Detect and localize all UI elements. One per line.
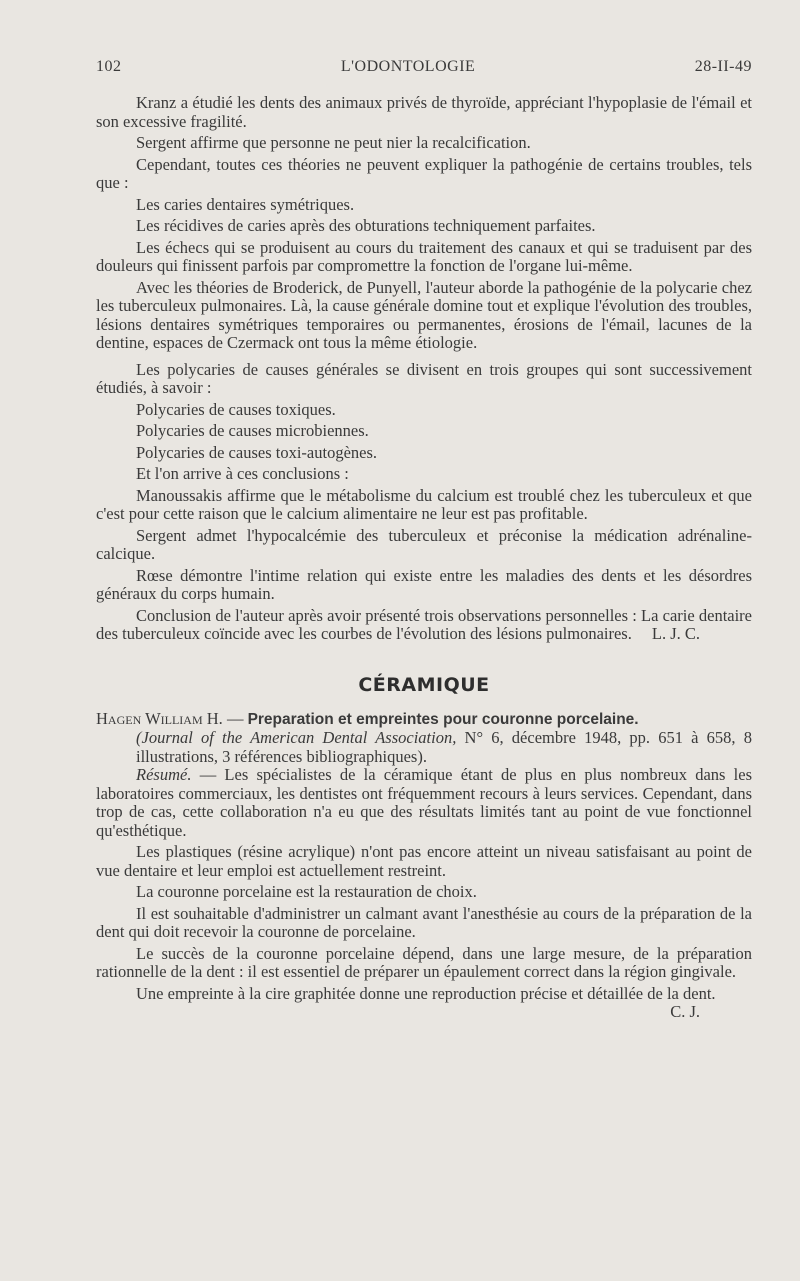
paragraph: Rœse démontre l'intime relation qui existe entre les maladies des dents et les désordres généraux du corps humain. <box>96 565 752 603</box>
page-number: 102 <box>96 58 122 75</box>
paragraph: Le succès de la couronne porcelaine dépend, dans une large mesure, de la préparation rationnelle de la dent : il est essentiel de préparer un épaulement correct dans la région gingivale. <box>96 943 752 981</box>
issue-date: 28-II-49 <box>694 58 752 75</box>
list-item: Polycaries de causes toxi-autogènes. <box>136 442 378 462</box>
paragraph-with-signature <box>96 985 752 1022</box>
journal-name: (Journal of the American Dental Association, <box>136 728 457 747</box>
paragraph: Les polycaries de causes générales se divisent en trois groupes qui sont successivement étudiés, à savoir : <box>96 359 752 397</box>
paragraph: Les échecs qui se produisent au cours du traitement des canaux et qui se traduisent par des douleurs qui finissent parfois par compromettre la fonction de l'organe lui-même. <box>96 237 752 275</box>
paragraph: La couronne porcelaine est la restauration de choix. <box>136 882 477 901</box>
article-reference <box>96 710 752 767</box>
paragraph: Et l'on arrive à ces conclusions : <box>136 464 349 483</box>
article-title: Preparation et empreintes pour couronne porcelaine. <box>247 710 639 728</box>
list-item: Polycaries de causes toxiques. <box>136 399 336 419</box>
journal-title: L'ODONTOLOGIE <box>340 58 476 75</box>
running-head <box>96 58 752 76</box>
reviewer-signature: L. J. C. <box>651 624 700 643</box>
section-title: CÉRAMIQUE <box>358 673 490 696</box>
paragraph: Cependant, toutes ces théories ne peuvent expliquer la pathogénie de certains troubles, tels que : <box>96 154 752 192</box>
paragraph-with-signature <box>96 607 752 644</box>
paragraph: Les récidives de caries après des obturations techniquement parfaites. <box>136 216 596 235</box>
list-item: Polycaries de causes microbiennes. <box>136 421 369 440</box>
paragraph: Sergent admet l'hypocalcémie des tuberculeux et préconise la médication adrénaline-calcique. <box>96 525 752 563</box>
paragraph: Kranz a étudié les dents des animaux privés de thyroïde, appréciant l'hypoplasie de l'émail et son excessive fragilité. <box>96 93 752 131</box>
citation-block <box>96 729 752 766</box>
separator-dash: — <box>226 708 244 728</box>
paragraph: Sergent affirme que personne ne peut nier la recalcification. <box>136 133 531 152</box>
paragraph-text: Conclusion de l'auteur après avoir présenté trois observations personnelles : La carie dentaire des tuberculeux coïncide avec les courbes de l'évolution des lésions pulmonaires. <box>96 605 752 643</box>
resume-paragraph <box>96 766 752 840</box>
citation-details: N° 6, décembre 1948, pp. 651 à 658, 8 illustrations, 3 références bibliographiques). <box>136 728 752 766</box>
paragraph: Avec les théories de Broderick, de Punyell, l'auteur aborde la pathogénie de la polycarie chez les tuberculeux pulmonaires. Là, la cause générale domine tout et explique l'évolution des troubles, lésions dentaires symétriques temporaires ou permanentes, érosions de l'émail, lacunes de la dentine, espaces de Czermack ont tous la même étiologie. <box>96 277 752 352</box>
resume-label: Résumé. <box>136 765 192 784</box>
article-body <box>96 766 752 1022</box>
article-author: Hagen William H. <box>96 708 223 728</box>
paragraph: Les caries dentaires symétriques. <box>136 194 355 214</box>
paragraph: Il est souhaitable d'administrer un calmant avant l'anesthésie au cours de la préparation de la dent qui doit recevoir la couronne de porcelaine. <box>96 903 752 941</box>
review-body <box>96 94 752 644</box>
resume-text: — Les spécialistes de la céramique étant de plus en plus nombreux dans les laboratoires commerciaux, les dentistes ont fréquemment recours à leurs services. Cependant, dans trop de cas, cette collaboration n'a eu que des résultats limités tant au point de vue fonctionnel qu'esthétique. <box>96 765 753 840</box>
paragraph-text: Une empreinte à la cire graphitée donne une reproduction précise et détaillée de la dent. <box>136 983 716 1003</box>
paragraph: Manoussakis affirme que le métabolisme du calcium est troublé chez les tuberculeux et que c'est pour cette raison que le calcium alimentaire ne leur est pas profitable. <box>96 485 752 523</box>
reviewer-signature: C. J. <box>670 1002 700 1021</box>
paragraph: Les plastiques (résine acrylique) n'ont pas encore atteint un niveau satisfaisant au point de vue dentaire et leur emploi est actuellement restreint. <box>96 842 752 880</box>
